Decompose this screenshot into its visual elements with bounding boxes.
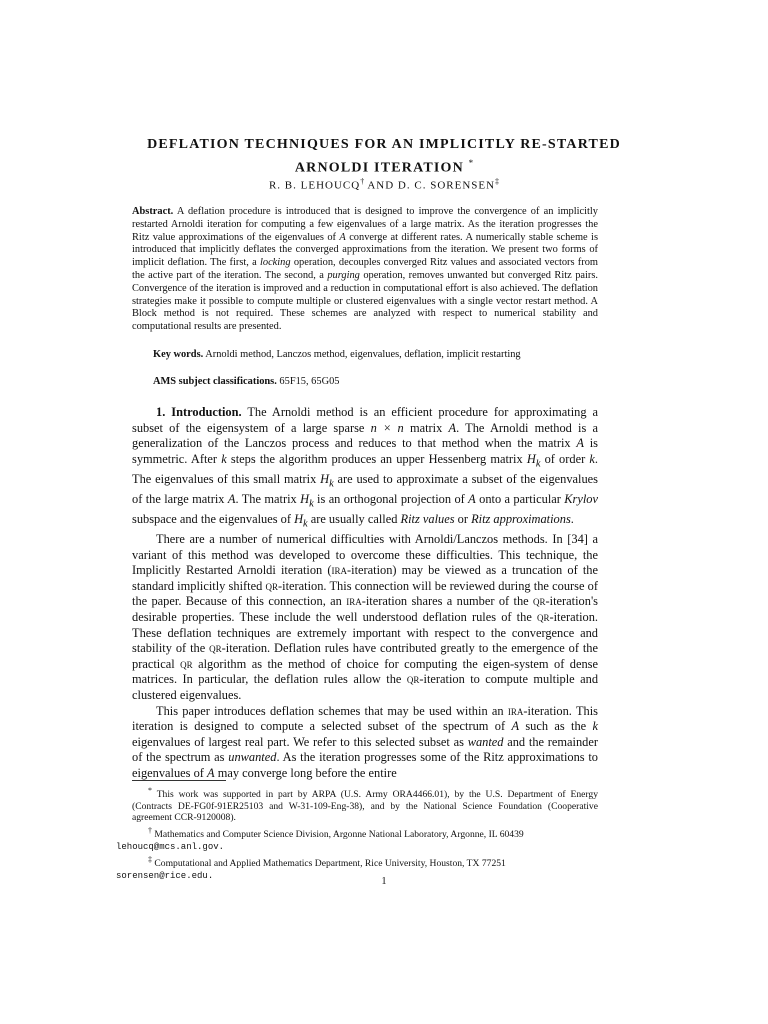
math: k bbox=[221, 451, 227, 466]
email-link[interactable]: sorensen@rice.edu. bbox=[116, 871, 214, 882]
text: . The eigenvalues of this small matrix bbox=[132, 451, 598, 486]
math: k bbox=[592, 719, 599, 734]
author-lehoucq-mark: † bbox=[360, 177, 365, 186]
abstract-math-A: A bbox=[339, 231, 346, 243]
text: -iteration shares a number of the bbox=[361, 594, 534, 609]
author-sorensen: D. C. SORENSEN bbox=[397, 179, 496, 192]
abstract-locking: locking bbox=[259, 257, 291, 269]
abstract-label: Abstract. bbox=[132, 206, 174, 217]
intro-paragraph-3 bbox=[132, 704, 598, 782]
acronym: qr bbox=[533, 594, 546, 609]
footnote-mark: * bbox=[148, 786, 152, 795]
text: . bbox=[570, 511, 574, 526]
math: A bbox=[448, 420, 457, 435]
text: -iteration to compute multiple and clustered eigenvalues. bbox=[132, 672, 599, 702]
footnote-text: Mathematics and Computer Science Division, Argonne National Laboratory, Argonne, IL 60439 bbox=[152, 829, 524, 841]
footnote-text: This work was supported in part by ARPA (U.S. Army ORA4466.01), by the U.S. Department of Energy (Contracts DE-FG0f-91ER25103 and W-31-109-Eng-38), and by the National Science Foundation (Cooperative agreement CCR-9120008). bbox=[132, 789, 598, 824]
text: are used to approximate a subset of the eigenvalues of the large matrix bbox=[132, 471, 598, 506]
text: is an orthogonal projection of bbox=[313, 491, 469, 506]
acronym: ira bbox=[346, 594, 362, 609]
text: eigenvalues of largest real part. We refer to this selected subset as bbox=[132, 734, 468, 749]
emphasis: Ritz values bbox=[400, 511, 455, 526]
footnotes bbox=[116, 785, 598, 884]
acronym: ira bbox=[331, 563, 347, 578]
text: The Arnoldi method is an efficient procedure for approximating a subset of the eigensystem of a large sparse bbox=[132, 405, 598, 435]
text: matrix bbox=[403, 420, 449, 435]
section-heading: Introduction. bbox=[165, 405, 242, 419]
text: There are a number of numerical difficulties with Arnoldi/Lanczos methods. In [34] a variant of this method was developed to overcome these difficulties. This technique, the Implicitly Restarted Arnoldi iteration ( bbox=[132, 532, 598, 578]
abstract-text-3: operation, decouples converged Ritz values and associated vectors from the active part of the iteration. The second, a bbox=[132, 257, 598, 281]
abstract-text-1: A deflation procedure is introduced that is designed to improve the convergence of an implicitly restarted Arnoldi iteration for computing a few eigenvalues of a large matrix. As the iteration progresses the Ritz value approximations of the eigenvalues of bbox=[132, 206, 598, 243]
intro-paragraph-1 bbox=[132, 405, 598, 532]
emphasis: Ritz approximations bbox=[471, 511, 571, 526]
math: A bbox=[511, 719, 520, 734]
intro-paragraph-2 bbox=[132, 532, 598, 704]
acronym: qr bbox=[406, 672, 420, 687]
math: H bbox=[300, 491, 310, 506]
authors-and: AND bbox=[364, 179, 398, 192]
math: A bbox=[576, 436, 584, 451]
author-lehoucq: R. B. LEHOUCQ bbox=[268, 179, 361, 192]
math-sub: k bbox=[309, 498, 314, 510]
ams-label: AMS subject classifications. bbox=[153, 376, 277, 387]
math-sub: k bbox=[303, 518, 308, 530]
key-words-label: Key words. bbox=[153, 349, 204, 360]
text: or bbox=[454, 511, 472, 526]
email-link[interactable]: lehoucq@mcs.anl.gov. bbox=[116, 841, 225, 852]
footnote-text: Computational and Applied Mathematics Department, Rice University, Houston, TX 77251 bbox=[152, 858, 506, 870]
key-words-text: Arnoldi method, Lanczos method, eigenvalues, deflation, implicit restarting bbox=[203, 349, 521, 360]
text: . The Arnoldi method is a generalization of the Lanczos process and reduces to that method when the matrix bbox=[132, 420, 599, 451]
paper-title bbox=[120, 136, 648, 178]
text: subspace and the eigenvalues of bbox=[132, 511, 295, 526]
title-line-1: DEFLATION TECHNIQUES FOR AN IMPLICITLY RE-STARTED bbox=[147, 137, 621, 152]
text: algorithm as the method of choice for computing the eigen-system of dense matrices. In particular, the deflation rules allow the bbox=[132, 656, 599, 687]
text: -iteration. This iteration is designed to compute a selected subset of the spectrum of bbox=[132, 703, 598, 734]
math: A bbox=[468, 491, 476, 506]
footnote-mark: ‡ bbox=[148, 855, 152, 865]
text: This paper introduces deflation schemes that may be used within an bbox=[156, 703, 508, 718]
math: A bbox=[227, 491, 236, 506]
math: k bbox=[589, 451, 595, 466]
text: are usually called bbox=[307, 511, 401, 526]
introduction-section bbox=[132, 405, 598, 782]
key-words bbox=[153, 349, 598, 360]
acronym: qr bbox=[180, 656, 193, 671]
abstract-purging: purging bbox=[327, 269, 360, 281]
acronym: qr bbox=[209, 641, 222, 656]
emphasis: unwanted bbox=[228, 750, 277, 765]
text: of order bbox=[540, 451, 590, 466]
text: is symmetric. After bbox=[132, 436, 598, 466]
text: and the remainder of the spectrum as bbox=[132, 734, 598, 765]
ams-text: 65F15, 65G05 bbox=[276, 376, 340, 387]
math-sub: k bbox=[535, 458, 541, 470]
ams-classifications bbox=[153, 376, 598, 387]
acronym: qr bbox=[536, 610, 550, 624]
math: A bbox=[207, 765, 215, 780]
math-sub: k bbox=[329, 478, 334, 490]
title-line-2: ARNOLDI ITERATION bbox=[294, 160, 464, 176]
text: -iteration's desirable properties. These include the well understood deflation rules of the bbox=[132, 594, 598, 624]
math: n × n bbox=[370, 420, 404, 435]
text: -iteration. This connection will be reviewed during the course of the paper. Because of this connection, an bbox=[132, 578, 598, 609]
text: -iteration. These deflation techniques are extremely important with respect to the convergence and stability of the bbox=[132, 610, 598, 656]
footnote-funding bbox=[132, 785, 598, 824]
math: H bbox=[294, 511, 304, 526]
footnote-rule bbox=[132, 780, 226, 781]
text: steps the algorithm produces an upper Hessenberg matrix bbox=[226, 451, 527, 466]
author-sorensen-mark: ‡ bbox=[495, 177, 500, 186]
footnote-lehoucq bbox=[116, 825, 598, 853]
section-number: 1. bbox=[156, 405, 166, 419]
abstract-text-2: converge at different rates. A numerically stable scheme is introduced that implicitly deflates the converged approximations from the iteration. We present two forms of implicit deflation. The first, a bbox=[132, 231, 598, 269]
text: onto a particular bbox=[475, 491, 565, 506]
text: . As the iteration progresses some of the Ritz approximations to eigenvalues of bbox=[132, 750, 598, 780]
emphasis: Krylov bbox=[564, 491, 599, 506]
abstract-text-4: operation, removes unwanted but converged Ritz pairs. Convergence of the iteration is improved and a reduction in computational effort is also achieved. The deflation strategies make it possible to compute multiple or clustered eigenvalues with a single vector restart method. A Block method is not required. These schemes are analyzed with respect to numerical stability and computational results are presented. bbox=[132, 269, 598, 333]
text: may converge long before the entire bbox=[214, 765, 397, 780]
math: H bbox=[526, 451, 536, 466]
page-number: 1 bbox=[381, 876, 387, 887]
acronym: ira bbox=[507, 703, 524, 718]
abstract bbox=[132, 206, 598, 334]
math: H bbox=[320, 471, 330, 486]
title-footnote-mark: * bbox=[468, 158, 474, 168]
text: -iteration) may be viewed as a truncation of the standard implicitly shifted bbox=[132, 563, 598, 593]
text: -iteration. Deflation rules have contributed greatly to the emergence of the practical bbox=[132, 641, 598, 671]
authors-line bbox=[120, 177, 648, 192]
acronym: qr bbox=[265, 578, 278, 593]
text: such as the bbox=[519, 719, 593, 734]
text: . The matrix bbox=[235, 491, 301, 506]
footnote-mark: † bbox=[148, 825, 152, 835]
emphasis: wanted bbox=[467, 734, 504, 749]
